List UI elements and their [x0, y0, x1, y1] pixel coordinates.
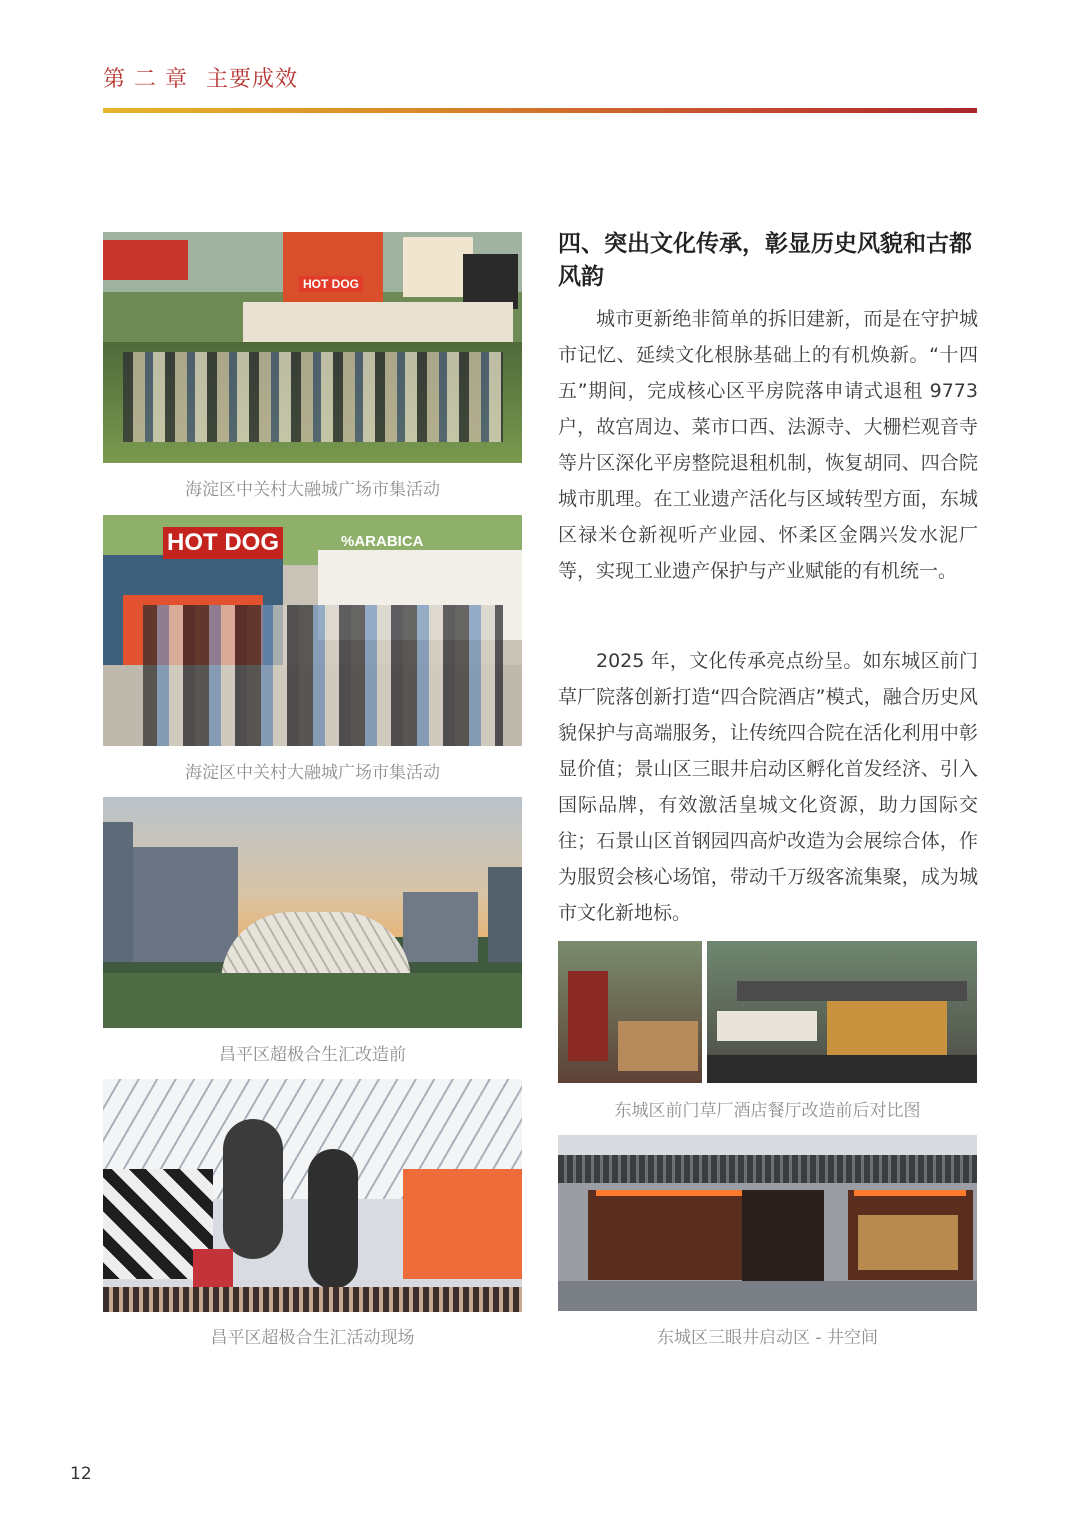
photo-market-1: [103, 232, 522, 463]
photo-changping-before: [103, 797, 522, 1028]
photo-market-2: [103, 515, 522, 746]
photo-sanyanjing: [558, 1135, 977, 1311]
caption-market-1: 海淀区中关村大融城广场市集活动: [185, 480, 440, 500]
section-title: 四、突出文化传承，彰显历史风貌和古都风韵: [558, 231, 972, 290]
sign-arabica: %ARABICA: [341, 533, 424, 550]
photo-caochang-compare: [558, 941, 977, 1083]
photo-changping-event: [103, 1079, 522, 1312]
chapter-number: 第 二 章: [103, 67, 188, 92]
sign-hotdog: HOT DOG: [299, 276, 363, 292]
sign-hotdog: HOT DOG: [163, 527, 283, 559]
paragraph-2: 2025 年，文化传承亮点纷呈。如东城区前门草厂院落创新打造“四合院酒店”模式，融合历史风貌保护与高端服务，让传统四合院在活化利用中彰显价值；景山区三眼井启动区孵化首发经济、引入国际品牌，有效激活皇城文化资源，助力国际交往；石景山区首钢园四高炉改造为会展综合体，作为服贸会核心场馆，带动千万级客流集聚，成为城市文化新地标。: [558, 650, 978, 924]
caption-sanyanjing: 东城区三眼井启动区 - 井空间: [657, 1328, 878, 1348]
page-number: 12: [70, 1464, 92, 1484]
caption-changping-before: 昌平区超极合生汇改造前: [219, 1045, 406, 1065]
paragraph-1: 城市更新绝非简单的拆旧建新，而是在守护城市记忆、延续文化根脉基础上的有机焕新。“十四五”期间，完成核心区平房院落申请式退租 9773 户，故宫周边、菜市口西、法源寺、大栅栏观音寺等片区深化平房整院退租机制，恢复胡同、四合院城市肌理。在工业遗产活化与区域转型方面，东城区禄米仓新视听产业园、怀柔区金隅兴发水泥厂等，实现工业遗产保护与产业赋能的有机统一。: [558, 308, 978, 582]
chapter-header: [103, 62, 298, 93]
chapter-title: 主要成效: [206, 67, 299, 92]
caption-market-2: 海淀区中关村大融城广场市集活动: [185, 763, 440, 783]
header-rule: [103, 108, 977, 113]
caption-changping-event: 昌平区超极合生汇活动现场: [210, 1328, 415, 1348]
caption-caochang-compare: 东城区前门草厂酒店餐厅改造前后对比图: [614, 1101, 921, 1121]
